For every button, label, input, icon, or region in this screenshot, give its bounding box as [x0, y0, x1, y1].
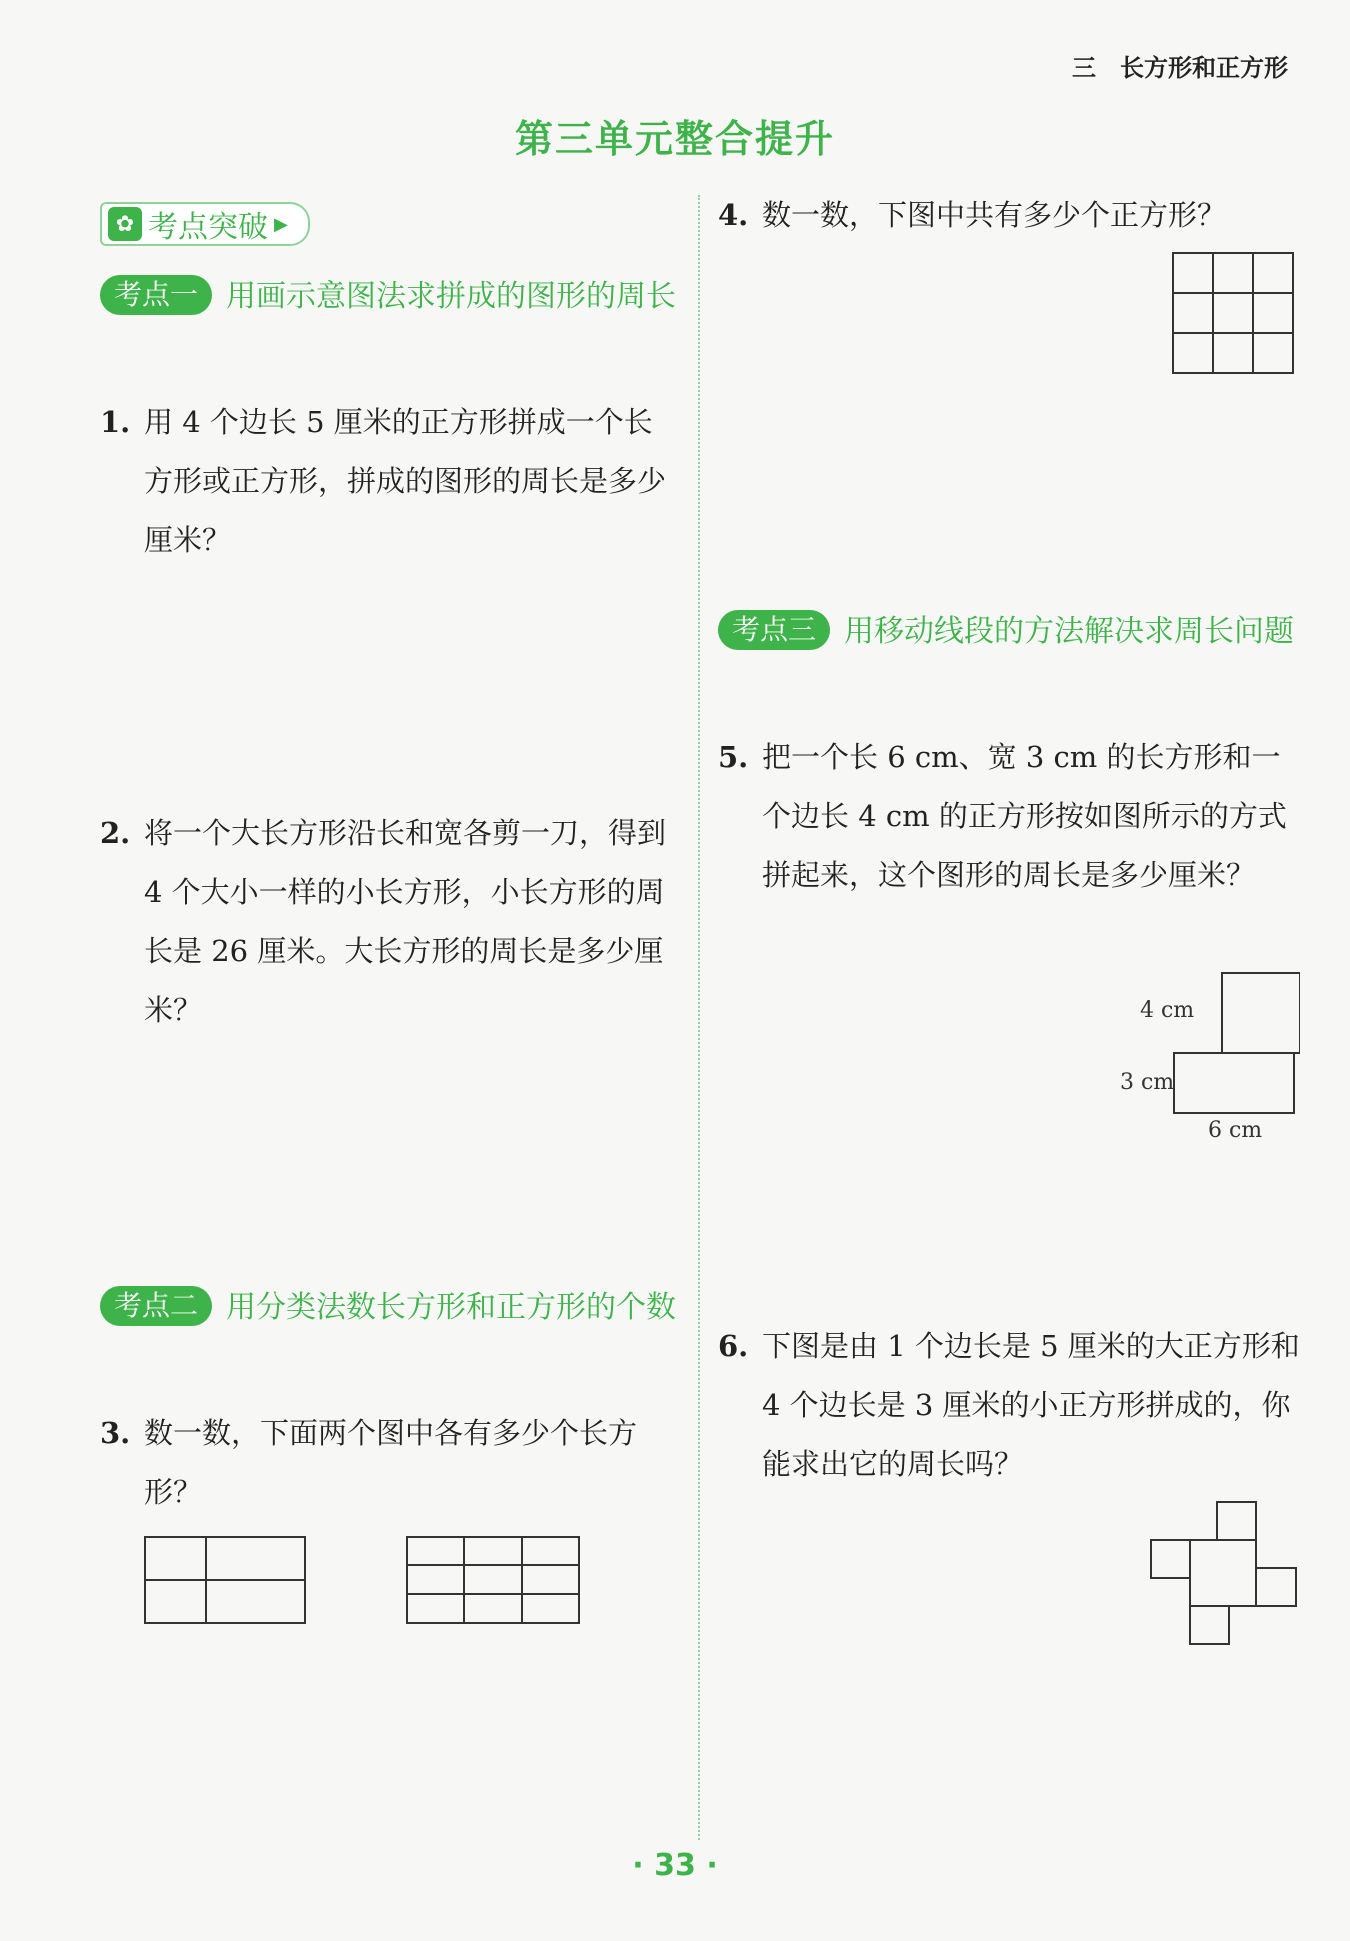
fig6-small-square [1217, 1502, 1256, 1540]
problem-number: 6. [718, 1329, 749, 1363]
fig5-square [1222, 973, 1300, 1053]
fig6-big-square [1190, 1540, 1256, 1606]
problem-text: 数一数，下面两个图中各有多少个长方形？ [144, 1416, 638, 1509]
kp2-text: 用分类法数长方形和正方形的个数 [226, 1290, 677, 1325]
kp2-tag: 考点二 [100, 1286, 212, 1326]
fig5-rectangle [1174, 1053, 1294, 1113]
section-label: 考点突破 [148, 210, 268, 245]
figure-5 [1100, 965, 1300, 1155]
problem-number: 4. [718, 198, 749, 232]
fig3b-outline [407, 1537, 579, 1623]
problem-4 [718, 186, 1298, 245]
problem-number: 1. [100, 405, 131, 439]
problem-6 [718, 1317, 1303, 1494]
problem-text: 下图是由 1 个边长是 5 厘米的大正方形和 4 个边长是 3 厘米的小正方形拼成的，你能求出它的周长吗？ [762, 1329, 1300, 1481]
kp2-heading [100, 1276, 680, 1340]
problem-number: 3. [100, 1416, 131, 1450]
fig6-small-square [1151, 1540, 1190, 1578]
fig6-small-square [1256, 1568, 1296, 1606]
arrow-icon: ▶ [274, 213, 288, 235]
problem-text: 数一数，下图中共有多少个正方形？ [762, 198, 1227, 232]
figure-3b [402, 1532, 582, 1632]
page-number: · 33 · [632, 1848, 718, 1883]
kp3-heading [718, 600, 1303, 664]
page-title: 第三单元整合提升 [514, 117, 835, 161]
problem-text: 把一个长 6 cm、宽 3 cm 的长方形和一个边长 4 cm 的正方形按如图所示的方式拼起来，这个图形的周长是多少厘米？ [762, 740, 1287, 892]
fig5-square-label: 4 cm [1140, 998, 1195, 1023]
kp3-text: 用移动线段的方法解决求周长问题 [844, 614, 1295, 649]
problem-number: 5. [718, 740, 749, 774]
section-tag [100, 202, 310, 246]
problem-text: 用 4 个边长 5 厘米的正方形拼成一个长方形或正方形，拼成的图形的周长是多少厘米？ [144, 405, 667, 557]
problem-1 [100, 393, 680, 570]
problem-text: 将一个大长方形沿长和宽各剪一刀，得到 4 个大小一样的小长方形，小长方形的周长是 26 厘米。大长方形的周长是多少厘米？ [144, 816, 667, 1027]
kp1-heading [100, 265, 680, 329]
column-divider [698, 195, 700, 1840]
star-icon: ✿ [108, 207, 142, 241]
kp3-tag: 考点三 [718, 610, 830, 650]
problem-2 [100, 804, 680, 1040]
fig6-small-square [1190, 1606, 1229, 1644]
problem-3 [100, 1404, 680, 1522]
problem-5 [718, 728, 1303, 905]
figure-3a [140, 1532, 310, 1632]
fig4-outline [1173, 253, 1293, 373]
unit-number: 三 [1072, 54, 1096, 82]
running-header [1072, 48, 1288, 83]
unit-title: 长方形和正方形 [1120, 54, 1288, 82]
kp1-tag: 考点一 [100, 275, 212, 315]
problem-number: 2. [100, 816, 131, 850]
figure-6 [1145, 1500, 1305, 1660]
kp1-text: 用画示意图法求拼成的图形的周长 [226, 279, 677, 314]
fig5-width-label: 3 cm [1120, 1070, 1175, 1095]
fig5-length-label: 6 cm [1208, 1118, 1263, 1143]
figure-4 [1170, 250, 1296, 376]
